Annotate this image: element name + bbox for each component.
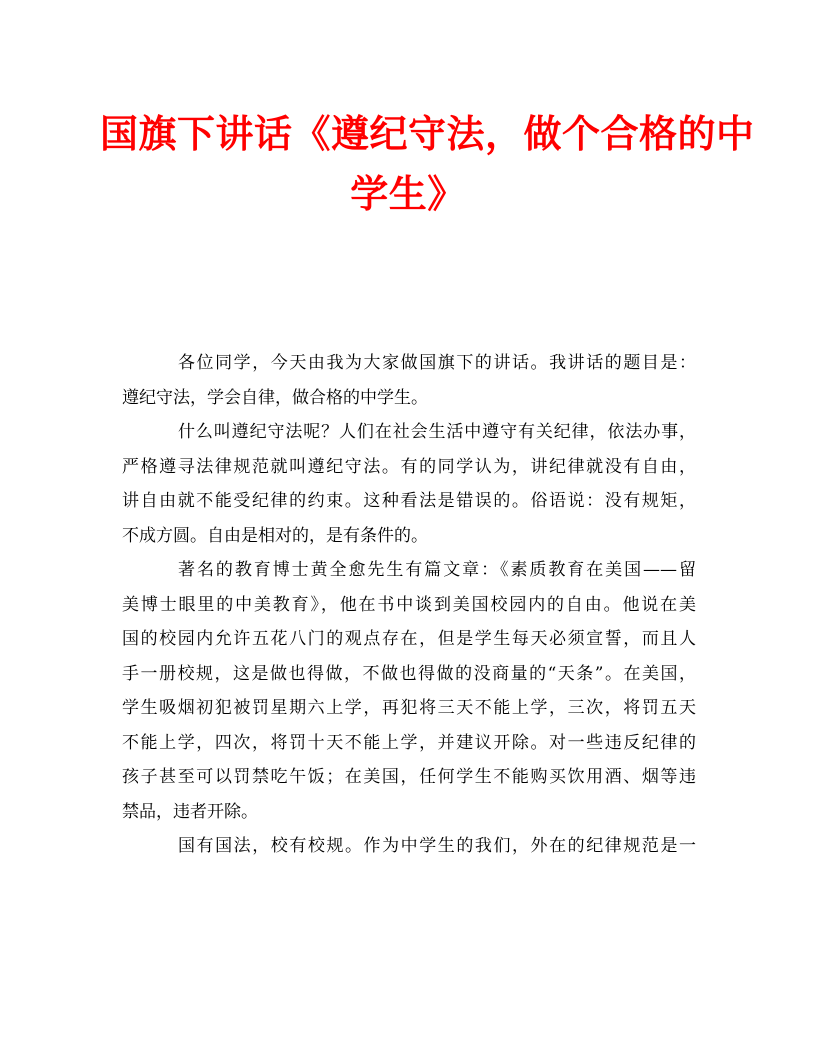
paragraph-2 xyxy=(122,415,696,553)
paragraph-line: 国的校园内允许五花八门的观点存在，但是学生每天必须宣誓，而且人 xyxy=(122,629,696,649)
paragraph-line: 学生吸烟初犯被罚星期六上学，再犯将三天不能上学，三次，将罚五天 xyxy=(122,698,696,718)
paragraph-line: 美博士眼里的中美教育》，他在书中谈到美国校园内的自由。他说在美 xyxy=(122,594,696,615)
document-title xyxy=(100,104,755,224)
paragraph-3 xyxy=(122,553,696,829)
paragraph-line: 手一册校规，这是做也得做，不做也得做的没商量的“天条”。在美国， xyxy=(122,663,696,684)
title-line-2: 学生》 xyxy=(350,171,466,216)
paragraph-line: 不能上学，四次，将罚十天不能上学，并建议开除。对一些违反纪律的 xyxy=(122,732,696,753)
paragraph-line: 著名的教育博士黄全愈先生有篇文章：《素质教育在美国——留 xyxy=(178,560,696,580)
paragraph-line: 不成方圆。自由是相对的，是有条件的。 xyxy=(122,525,428,546)
title-line-1: 国旗下讲话《遵纪守法，做个合格的中 xyxy=(100,111,755,156)
paragraph-line: 遵纪守法，学会自律，做合格的中学生。 xyxy=(122,387,428,408)
paragraph-1 xyxy=(122,346,696,415)
paragraph-4 xyxy=(122,829,696,864)
paragraph-line: 严格遵寻法律规范就叫遵纪守法。有的同学认为，讲纪律就没有自由， xyxy=(122,456,696,477)
paragraph-line: 孩子甚至可以罚禁吃午饭；在美国，任何学生不能购买饮用酒、烟等违 xyxy=(122,767,696,787)
paragraph-line: 国有国法，校有校规。作为中学生的我们，外在的纪律规范是一 xyxy=(178,836,696,856)
paragraph-line: 各位同学，今天由我为大家做国旗下的讲话。我讲话的题目是： xyxy=(178,353,696,373)
paragraph-line: 禁品，违者开除。 xyxy=(122,801,258,822)
paragraph-line: 讲自由就不能受纪律的约束。这种看法是错误的。俗语说：没有规矩， xyxy=(122,491,696,511)
paragraph-line: 什么叫遵纪守法呢？人们在社会生活中遵守有关纪律，依法办事， xyxy=(178,422,696,442)
document-body xyxy=(122,346,696,864)
